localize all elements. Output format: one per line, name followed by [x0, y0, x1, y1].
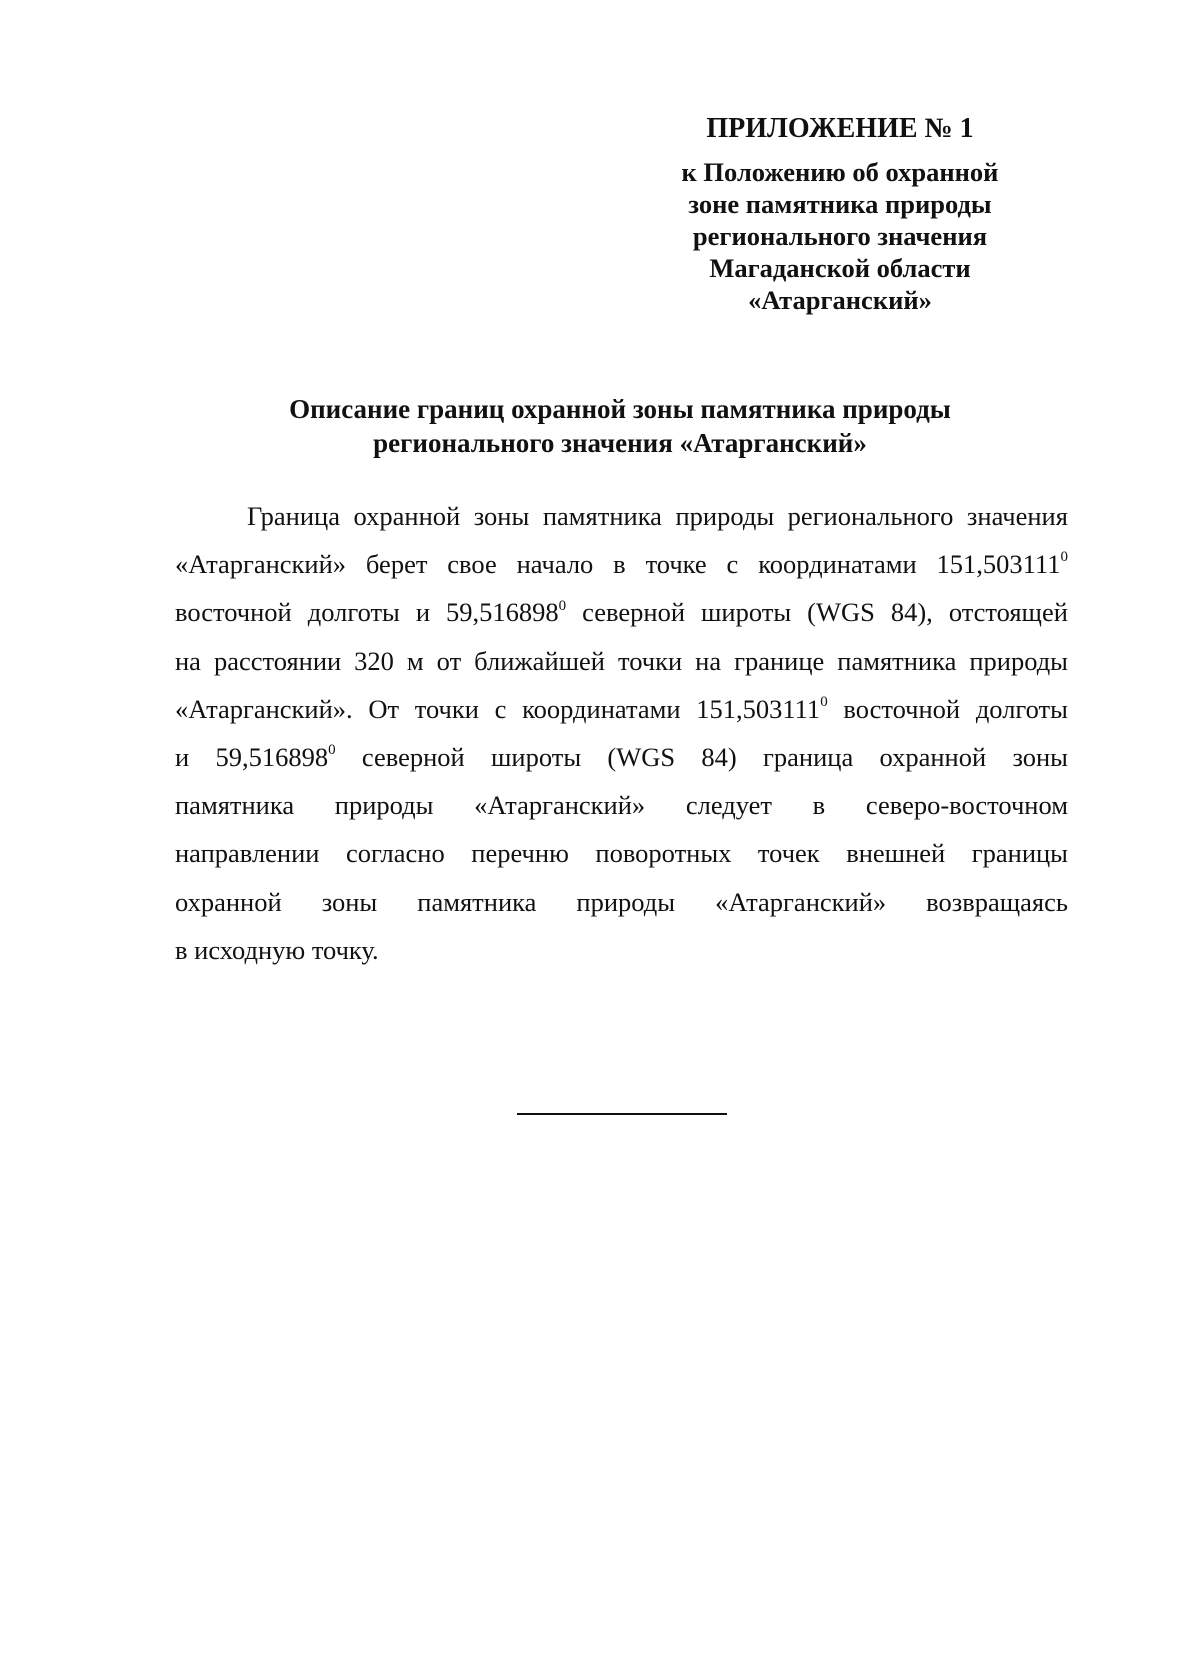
word: памятника	[542, 501, 662, 531]
coordinate-number: 59,516898	[215, 741, 329, 772]
word: зоны	[321, 886, 378, 917]
word: точки	[617, 645, 683, 676]
word: от	[436, 645, 462, 676]
word: в	[812, 790, 826, 821]
word: северо-восточном	[865, 790, 1068, 821]
word: возвращаясь	[926, 886, 1068, 917]
word: восточной	[843, 693, 961, 724]
word: долготы	[307, 597, 400, 628]
degree-mark: 0	[820, 693, 828, 710]
paragraph-line	[175, 540, 1068, 588]
paragraph-line	[175, 637, 1068, 685]
word: природы	[576, 886, 676, 917]
word: в	[175, 934, 188, 965]
word: с	[494, 693, 507, 724]
word: граница	[763, 741, 854, 772]
word: памятника	[175, 790, 295, 821]
word: на	[695, 645, 722, 676]
word: внешней	[846, 838, 946, 869]
word: охранной	[879, 741, 987, 772]
word: 84),	[890, 597, 933, 628]
word: долготы	[975, 693, 1068, 724]
word: перечню	[471, 838, 569, 869]
word: зоны	[1012, 741, 1068, 772]
word: направлении	[175, 838, 320, 869]
appendix-subtitle-line: к Положению об охранной	[681, 157, 999, 187]
word: поворотных	[595, 838, 732, 869]
appendix-title: ПРИЛОЖЕНИЕ № 1	[706, 113, 974, 144]
word: северной	[361, 741, 465, 772]
word: памятника	[417, 886, 537, 917]
word: на	[175, 645, 201, 676]
word: исходную	[194, 934, 306, 965]
word: расстоянии	[213, 645, 342, 676]
word: отстоящей	[948, 597, 1068, 628]
word: памятника	[837, 645, 957, 676]
word: «Атарганский»	[474, 790, 646, 821]
word: 84)	[701, 741, 737, 772]
appendix-subtitle-line: «Атарганский»	[748, 285, 932, 315]
word: с	[726, 549, 739, 580]
word: точки	[414, 693, 479, 724]
word: охранной	[175, 886, 282, 917]
word: границы	[971, 838, 1068, 869]
word: и	[175, 741, 190, 772]
paragraph-line	[175, 685, 1068, 733]
word: ближайшей	[474, 645, 605, 676]
word: точку.	[311, 934, 379, 965]
appendix-subtitle-line: Магаданской области	[709, 253, 971, 283]
paragraph-line	[175, 926, 1068, 974]
paragraph-line	[175, 492, 1068, 540]
word: восточной	[175, 597, 292, 628]
word: берет	[365, 549, 428, 580]
word: точке	[645, 549, 707, 580]
appendix-header	[660, 112, 1020, 316]
paragraph-line	[175, 878, 1068, 926]
appendix-subtitle-line: регионального значения	[692, 221, 988, 251]
coordinate-value	[215, 733, 335, 781]
word: широты	[491, 741, 582, 772]
paragraph-line	[175, 781, 1068, 829]
word: «Атарганский»	[175, 549, 347, 580]
degree-mark: 0	[1060, 549, 1068, 566]
word: границе	[734, 645, 825, 676]
word: координатами	[758, 549, 917, 580]
paragraph-line	[175, 588, 1068, 636]
paragraph-line	[175, 829, 1068, 877]
word: координатами	[522, 693, 681, 724]
word: (WGS	[807, 597, 875, 628]
word: м	[406, 645, 424, 676]
degree-mark: 0	[328, 742, 336, 759]
word: следует	[685, 790, 772, 821]
word: и	[415, 597, 431, 628]
word: «Атарганский».	[175, 693, 353, 724]
closing-divider	[517, 1113, 727, 1115]
coordinate-number: 151,503111	[936, 549, 1061, 580]
word: согласно	[346, 838, 445, 869]
word: Граница	[247, 501, 340, 531]
word: регионального	[787, 501, 954, 531]
coordinate-number: 59,516898	[446, 597, 559, 628]
coordinate-number: 151,503111	[696, 693, 821, 724]
word: природы	[334, 790, 434, 821]
document-heading	[170, 392, 1070, 460]
paragraph-line	[175, 733, 1068, 781]
heading-line: регионального значения «Атарганский»	[373, 428, 867, 458]
word: 320	[354, 645, 394, 676]
word: широты	[701, 597, 792, 628]
word: северной	[582, 597, 686, 628]
boundary-description-paragraph	[175, 492, 1068, 974]
appendix-subtitle-line: зоне памятника природы	[688, 189, 992, 219]
word: в	[613, 549, 626, 580]
word: природы	[969, 645, 1068, 676]
coordinate-value	[446, 588, 566, 636]
word: значения	[966, 501, 1068, 531]
word: начало	[516, 549, 594, 580]
word: зоны	[473, 501, 530, 531]
word: От	[368, 693, 400, 724]
coordinate-value	[696, 685, 827, 733]
degree-mark: 0	[558, 597, 567, 614]
word: охранной	[353, 501, 461, 531]
word: «Атарганский»	[715, 886, 887, 917]
word: природы	[675, 501, 775, 531]
word: свое	[447, 549, 497, 580]
word: точек	[757, 838, 820, 869]
coordinate-value	[937, 540, 1068, 588]
word: (WGS	[607, 741, 676, 772]
heading-line: Описание границ охранной зоны памятника природы	[289, 394, 951, 424]
